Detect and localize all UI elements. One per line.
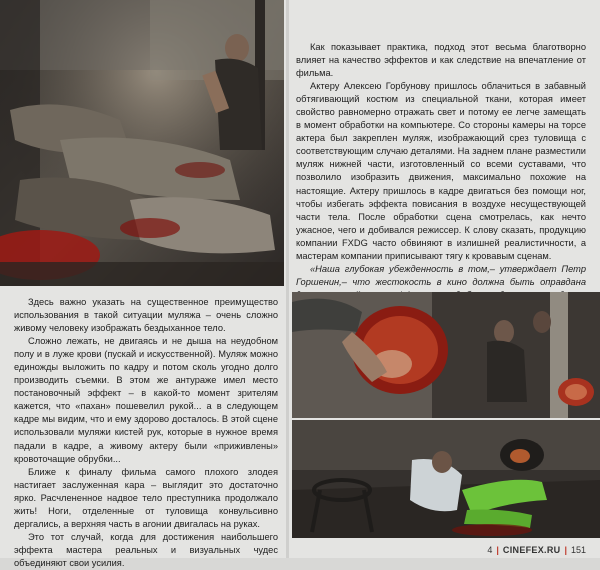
page-footer xyxy=(487,545,586,555)
right-text-column xyxy=(296,41,586,315)
footer-separator: | xyxy=(496,545,499,555)
photo-crime-scene xyxy=(0,0,284,286)
right-quote-paragraph: «Наша глубокая убежденность в том,– утверждает Петр Горшенин,– что жестокость в кино должна быть оправдана xyxy=(296,263,586,287)
page-gutter xyxy=(286,0,289,558)
right-paragraph-1: Как показывает практика, подход этот весьма благотворно влияет на качество эффектов и как следствие на впечатление от фильма. xyxy=(296,42,586,79)
left-paragraph-2: Сложно лежать, не двигаясь и не дыша на неудобном полу и в луже крови (пускай и искусственной). Муляж можно единожды выложить по кадру и потом сколь угодно долго производить съемки. В этом же антураже имел место постановочный эффект – в какой-то момент зрителям кажется, что «пахан» пошевелил рукой... а в следующем кадре мы видим, что и ему здорово досталось. В этой сцене использовали муляжи кистей рук, которые в нужное время падали в кадре, а живому актеру были «приживлены» кровоточащие обрубки... xyxy=(14,336,278,464)
photo-green-suit-actor xyxy=(292,420,600,538)
footer-separator-2: | xyxy=(564,545,567,555)
left-page-number: 4 xyxy=(487,545,493,555)
site-name: CINEFEX.RU xyxy=(502,545,561,555)
photo-torso-prop xyxy=(292,292,600,418)
left-text-column xyxy=(14,296,278,570)
left-paragraph-3: Ближе к финалу фильма самого плохого злодея настигает заслуженная кара – выглядит это достаточно ярко. Расчлененное надвое тело преступника продолжало жить! Ноги, отделенные от туловища конвульсивно дергались, а верхняя часть в агонии двигалась на руках. xyxy=(14,466,278,529)
right-paragraph-2: Актеру Алексею Горбунову пришлось облачиться в забавный обтягивающий костюм из специальной ткани, которая имеет свойство равномерно отражать свет и потому ее легче замещать в момент обработки на компьютере. Со стороны камеры на торсе актера был закреплен муляж, изображающий срез туловища с соответствующим случаю деталями. На заднем плане разместили муляж нижней части, изготовленный со всеми суставами, что позволило изобразить движения, максимально похожие на настоящие. Актеру пришлось в кадре двигаться без помощи ног, чтобы избегать эффекта повисания в воздухе несуществующей части тела. После обработки сцена смотрелась, как нечто ужасное, чего и добивался режиссер. К слову сказать, продукцию компании FXDG часто обвиняют в излишней реалистичности, а мастерам компании приписывают тягу к кровавым сценам. xyxy=(296,81,586,261)
left-paragraph-4: Это тот случай, когда для достижения наибольшего эффекта мастера реальных и визуальных чудес объединяют свои усилия. xyxy=(14,531,278,568)
left-paragraph-1: Здесь важно указать на существенное преимущество использования в такой ситуации муляжа – очень сложно живому человеку изображать бездыханное тело. xyxy=(14,297,278,334)
right-page-number: 151 xyxy=(570,545,586,555)
